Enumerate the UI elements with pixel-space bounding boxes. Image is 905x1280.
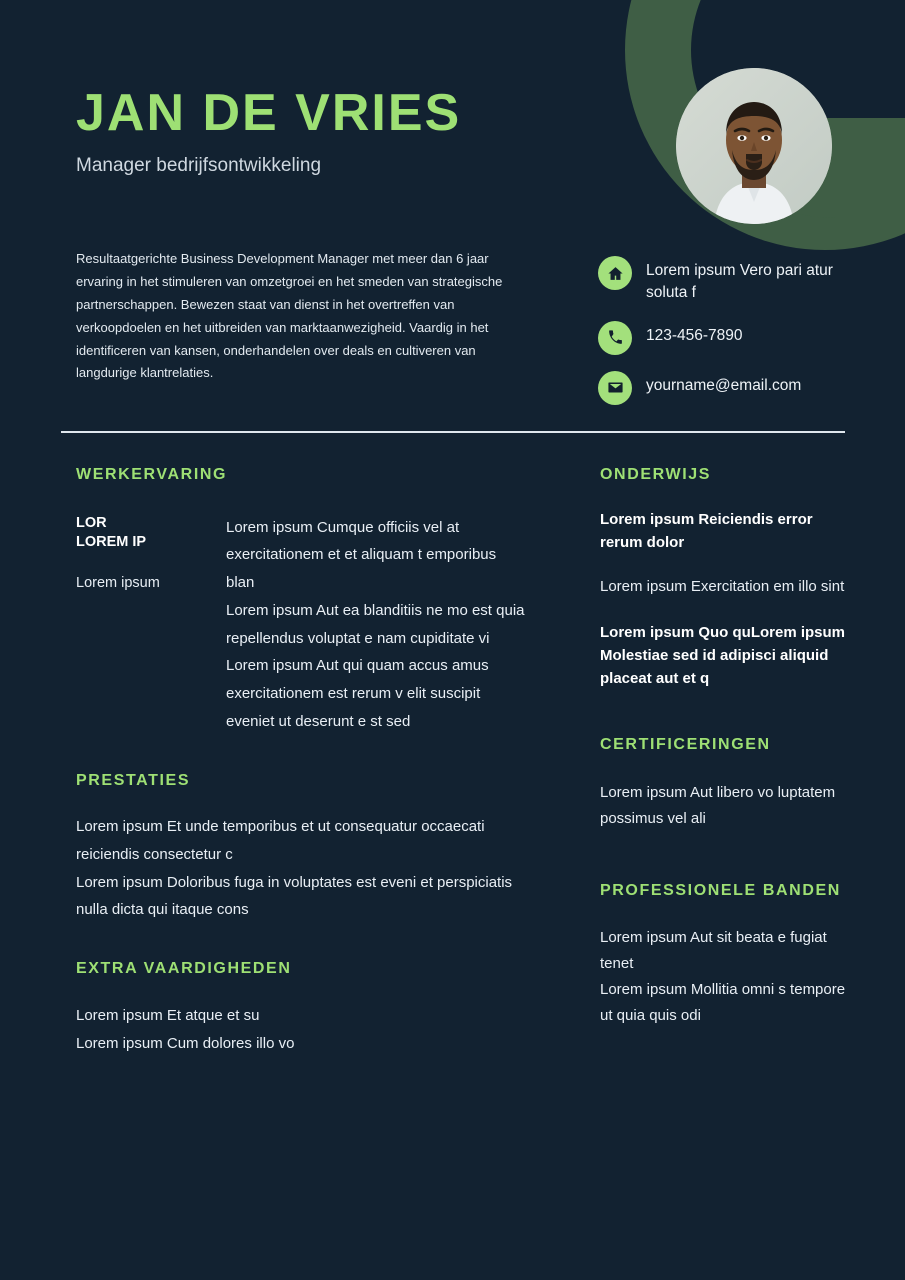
- section-divider: [61, 431, 845, 433]
- contact-block: [598, 256, 868, 421]
- achievements-bullet: Lorem ipsum Doloribus fuga in voluptates est eveni et perspiciatis nulla dicta qui itaque cons: [76, 873, 513, 919]
- left-column: [76, 464, 526, 1087]
- header-block: [76, 86, 636, 177]
- experience-meta: [76, 514, 226, 736]
- experience-org-line1: LOR: [76, 514, 107, 531]
- contact-address-text: Lorem ipsum Vero pari atur soluta f: [646, 262, 833, 302]
- section-work-experience: [76, 464, 526, 736]
- education-item: Lorem ipsum Reiciendis error rerum dolor: [600, 510, 813, 551]
- experience-date: Lorem ipsum: [76, 574, 160, 591]
- section-professional-ties: [600, 880, 848, 1029]
- phone-icon: [598, 321, 632, 355]
- achievements-bullet: Lorem ipsum Et unde temporibus et ut consequatur occaecati reiciendis consectetur c: [76, 818, 485, 863]
- extra-skills-bullet: Lorem ipsum Cum dolores illo vo: [76, 1034, 295, 1052]
- section-certifications: [600, 734, 848, 831]
- certifications-bullets: [600, 780, 848, 832]
- candidate-role: Manager bedrijfsontwikkeling: [76, 154, 322, 176]
- home-icon: [598, 256, 632, 290]
- experience-bullet: Lorem ipsum Aut qui quam accus amus exercitationem est rerum v elit suscipit eveniet ut deserunt e st sed: [226, 657, 489, 730]
- extra-skills-bullets: [76, 1002, 526, 1058]
- section-education: [600, 464, 848, 690]
- section-achievements: [76, 770, 526, 925]
- experience-entry: [76, 514, 526, 736]
- extra-skills-bullet: Lorem ipsum Et atque et su: [76, 1006, 260, 1024]
- section-title-extra-skills: EXTRA VAARDIGHEDEN: [76, 960, 292, 978]
- professional-ties-bullet: Lorem ipsum Mollitia omni s tempore ut quia quis odi: [600, 980, 846, 1024]
- contact-item-address: [598, 256, 868, 305]
- section-title-professional-ties: PROFESSIONELE BANDEN: [600, 881, 841, 899]
- contact-item-email: [598, 371, 868, 405]
- profile-photo: [676, 68, 832, 224]
- certifications-bullet: Lorem ipsum Aut libero vo luptatem possimus vel ali: [600, 783, 836, 827]
- candidate-name: JAN DE VRIES: [76, 84, 462, 142]
- education-item: Lorem ipsum Exercitation em illo sint: [600, 578, 845, 596]
- contact-item-phone: [598, 321, 868, 355]
- achievements-bullets: [76, 813, 526, 924]
- section-title-certifications: CERTIFICERINGEN: [600, 736, 771, 754]
- education-item: Lorem ipsum Quo quLorem ipsum Molestiae sed id adipisci aliquid placeat aut et q: [600, 623, 846, 688]
- section-title-achievements: PRESTATIES: [76, 771, 191, 789]
- professional-ties-bullet: Lorem ipsum Aut sit beata e fugiat tenet: [600, 929, 827, 972]
- right-column: [600, 464, 848, 1058]
- contact-phone-text: 123-456-7890: [646, 326, 743, 344]
- email-icon: [598, 371, 632, 405]
- contact-email-text: yourname@email.com: [646, 376, 802, 394]
- section-extra-skills: [76, 958, 526, 1057]
- experience-bullets: [226, 514, 526, 736]
- experience-org-line2: LOREM IP: [76, 534, 147, 551]
- profile-summary: Resultaatgerichte Business Development Manager met meer dan 6 jaar ervaring in het stimuleren van omzetgroei en het smeden van strategische partnerschappen. Bewezen staat van dienst in het overtreffen van verkoopdoelen en het uitbreiden van marktaanwezigheid. Vaardig in het identificeren van kansen, onderhandelen over deals en cultiveren van langdurige klantrelaties.: [76, 251, 503, 381]
- experience-bullet: Lorem ipsum Aut ea blanditiis ne mo est quia repellendus voluptat e nam cupiditate vi: [226, 601, 525, 647]
- professional-ties-bullets: [600, 925, 848, 1028]
- experience-bullet: Lorem ipsum Cumque officiis vel at exercitationem et et aliquam t emporibus blan: [226, 518, 497, 592]
- section-title-education: ONDERWIJS: [600, 466, 712, 483]
- section-title-work-experience: WERKERVARING: [76, 466, 228, 483]
